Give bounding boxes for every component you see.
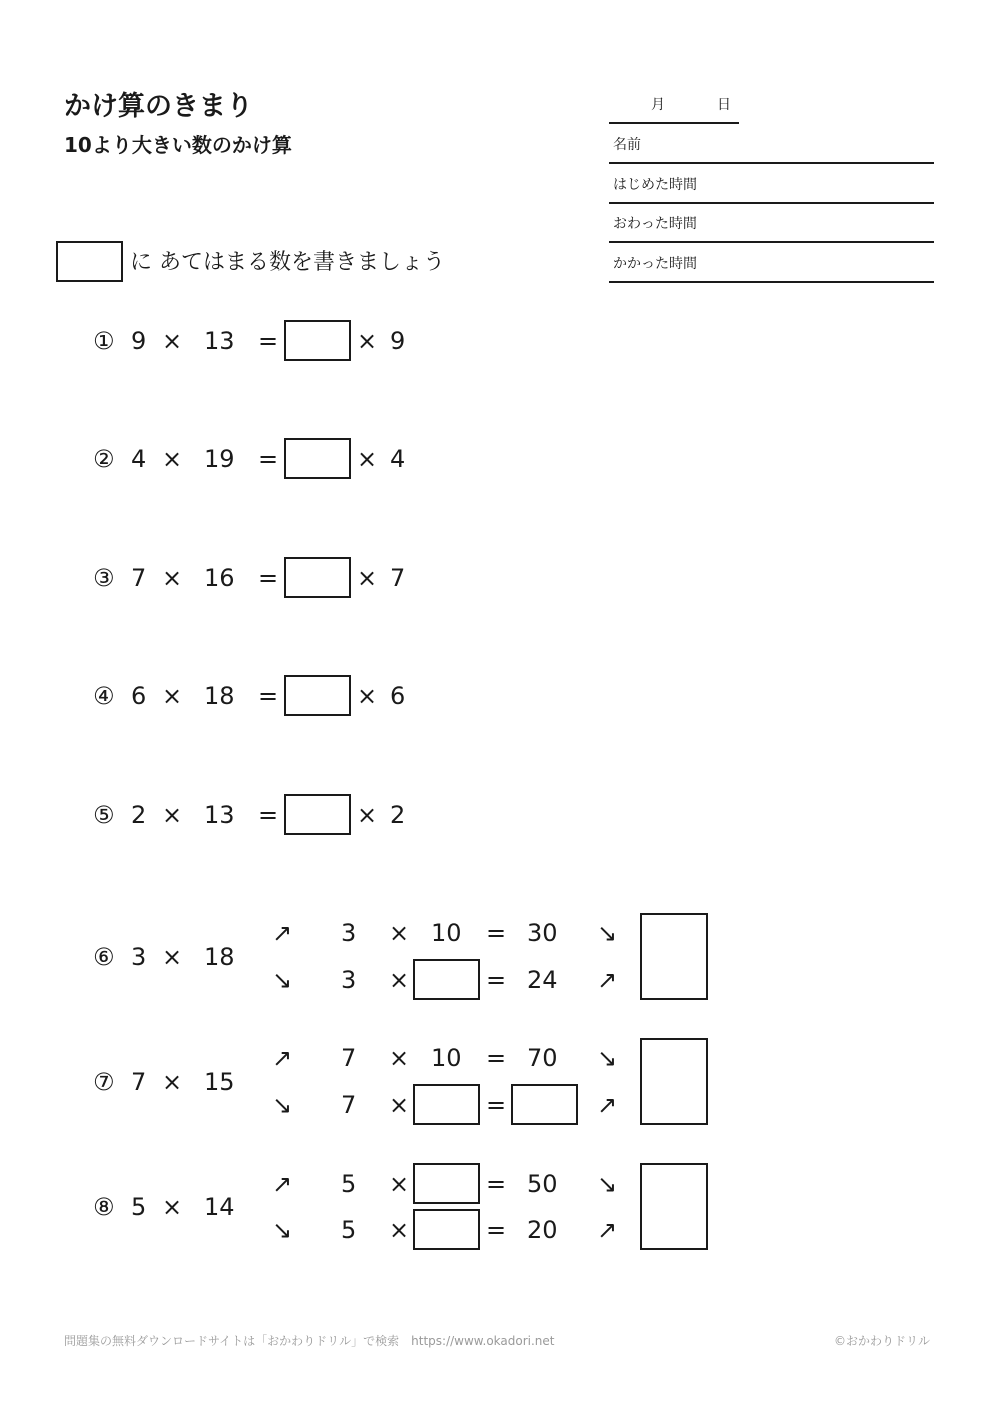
operand-r: 4 xyxy=(390,445,406,473)
duration-field[interactable] xyxy=(609,243,934,283)
name-field[interactable] xyxy=(609,124,934,164)
line2-m: 3 xyxy=(341,966,357,994)
operand-r: 2 xyxy=(390,801,406,829)
operand-b: 19 xyxy=(204,445,235,473)
operand-b: 13 xyxy=(204,801,235,829)
operand-r: 6 xyxy=(390,682,406,710)
line1-m: 5 xyxy=(341,1170,357,1198)
answer-box[interactable] xyxy=(413,1163,480,1204)
final-answer-box[interactable] xyxy=(640,1163,708,1250)
operand-a: 2 xyxy=(131,801,147,829)
arrow-up-right-icon: ↗ xyxy=(597,1091,618,1119)
times-sign: × xyxy=(162,327,183,355)
date-field[interactable] xyxy=(609,90,739,124)
equals-sign: = xyxy=(486,1044,507,1072)
equals-sign: = xyxy=(486,966,507,994)
times-sign: × xyxy=(162,1068,183,1096)
problem-number: ⑥ xyxy=(93,943,115,971)
end-time-field[interactable] xyxy=(609,203,934,243)
answer-box[interactable] xyxy=(511,1084,578,1125)
equals-sign: = xyxy=(258,564,279,592)
operand-b: 18 xyxy=(204,682,235,710)
operand-b: 18 xyxy=(204,943,235,971)
operand-b: 16 xyxy=(204,564,235,592)
answer-box[interactable] xyxy=(284,320,351,361)
arrow-up-right-icon: ↗ xyxy=(597,1216,618,1244)
answer-box[interactable] xyxy=(284,794,351,835)
month-label: 月 xyxy=(651,97,665,113)
times-sign: × xyxy=(389,1170,410,1198)
page-title: かけ算のきまり xyxy=(64,91,253,122)
end-time-label: おわった時間 xyxy=(613,216,697,232)
line1-m: 7 xyxy=(341,1044,357,1072)
equals-sign: = xyxy=(486,1170,507,1198)
duration-label: かかった時間 xyxy=(613,256,697,272)
start-time-label: はじめた時間 xyxy=(613,177,697,193)
times-sign: × xyxy=(389,919,410,947)
times-sign: × xyxy=(162,564,183,592)
equals-sign: = xyxy=(486,919,507,947)
arrow-up-right-icon: ↗ xyxy=(597,966,618,994)
answer-box[interactable] xyxy=(413,1209,480,1250)
equals-sign: = xyxy=(258,445,279,473)
arrow-up-right-icon: ↗ xyxy=(272,919,293,947)
day-label: 日 xyxy=(717,97,731,113)
instruction-box-sample xyxy=(56,241,123,282)
arrow-up-right-icon: ↗ xyxy=(272,1044,293,1072)
line1-result: 50 xyxy=(527,1170,558,1198)
problem-number: ⑧ xyxy=(93,1193,115,1221)
operand-a: 9 xyxy=(131,327,147,355)
line2-result: 24 xyxy=(527,966,558,994)
operand-r: 7 xyxy=(390,564,406,592)
operand-a: 3 xyxy=(131,943,147,971)
line2-m: 5 xyxy=(341,1216,357,1244)
times-sign: × xyxy=(162,1193,183,1221)
equals-sign: = xyxy=(486,1216,507,1244)
times-sign: × xyxy=(162,801,183,829)
line1-n: 10 xyxy=(431,1044,462,1072)
arrow-down-right-icon: ↘ xyxy=(597,1170,618,1198)
final-answer-box[interactable] xyxy=(640,1038,708,1125)
problem-number: ⑤ xyxy=(93,801,115,829)
line1-result: 70 xyxy=(527,1044,558,1072)
answer-box[interactable] xyxy=(284,557,351,598)
footer-site-text: 問題集の無料ダウンロードサイトは「おかわりドリル」で検索 https://www.okadori.net xyxy=(64,1334,555,1348)
line1-m: 3 xyxy=(341,919,357,947)
final-answer-box[interactable] xyxy=(640,913,708,1000)
answer-box[interactable] xyxy=(413,1084,480,1125)
footer-copyright: ©おかわりドリル xyxy=(833,1334,930,1348)
line2-m: 7 xyxy=(341,1091,357,1119)
times-sign: × xyxy=(389,966,410,994)
name-label: 名前 xyxy=(613,137,641,153)
line2-result: 20 xyxy=(527,1216,558,1244)
problem-number: ④ xyxy=(93,682,115,710)
equals-sign: = xyxy=(486,1091,507,1119)
arrow-down-right-icon: ↘ xyxy=(272,1216,293,1244)
times-sign: × xyxy=(162,943,183,971)
times-sign: × xyxy=(357,445,378,473)
operand-b: 13 xyxy=(204,327,235,355)
start-time-field[interactable] xyxy=(609,164,934,204)
arrow-down-right-icon: ↘ xyxy=(272,1091,293,1119)
operand-r: 9 xyxy=(390,327,406,355)
answer-box[interactable] xyxy=(413,959,480,1000)
times-sign: × xyxy=(357,682,378,710)
page-subtitle: 10より大きい数のかけ算 xyxy=(64,133,292,157)
equals-sign: = xyxy=(258,327,279,355)
times-sign: × xyxy=(389,1044,410,1072)
times-sign: × xyxy=(357,327,378,355)
operand-a: 6 xyxy=(131,682,147,710)
answer-box[interactable] xyxy=(284,438,351,479)
operand-a: 7 xyxy=(131,564,147,592)
line1-result: 30 xyxy=(527,919,558,947)
arrow-up-right-icon: ↗ xyxy=(272,1170,293,1198)
operand-a: 5 xyxy=(131,1193,147,1221)
arrow-down-right-icon: ↘ xyxy=(272,966,293,994)
times-sign: × xyxy=(357,801,378,829)
problem-number: ① xyxy=(93,327,115,355)
answer-box[interactable] xyxy=(284,675,351,716)
times-sign: × xyxy=(162,445,183,473)
arrow-down-right-icon: ↘ xyxy=(597,919,618,947)
instruction-text: に あてはまる数を書きましょう xyxy=(130,250,445,275)
operand-a: 7 xyxy=(131,1068,147,1096)
times-sign: × xyxy=(389,1216,410,1244)
arrow-down-right-icon: ↘ xyxy=(597,1044,618,1072)
operand-a: 4 xyxy=(131,445,147,473)
equals-sign: = xyxy=(258,801,279,829)
problem-number: ③ xyxy=(93,564,115,592)
problem-number: ② xyxy=(93,445,115,473)
operand-b: 14 xyxy=(204,1193,235,1221)
operand-b: 15 xyxy=(204,1068,235,1096)
line1-n: 10 xyxy=(431,919,462,947)
times-sign: × xyxy=(162,682,183,710)
times-sign: × xyxy=(389,1091,410,1119)
times-sign: × xyxy=(357,564,378,592)
equals-sign: = xyxy=(258,682,279,710)
problem-number: ⑦ xyxy=(93,1068,115,1096)
